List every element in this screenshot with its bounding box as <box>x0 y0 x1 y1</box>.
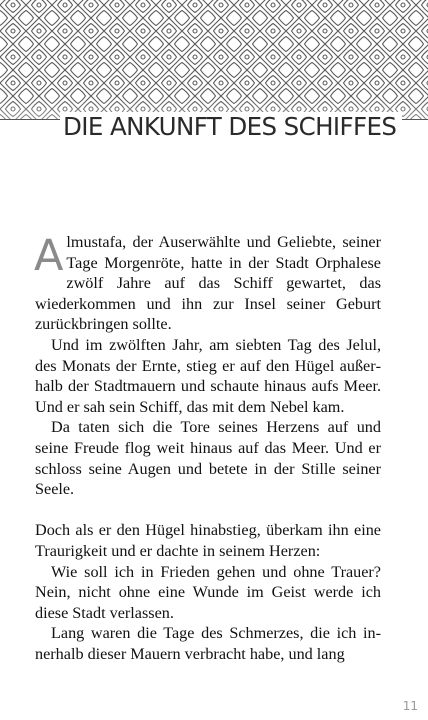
paragraph-1-text: lmustafa, der Auserwählte und Geliebte, seiner Tage Morgenröte, hatte in der Stadt Orphalese zwölf Jahre auf das Schiff gewartet, das wiederkommen und ihn zur Insel seiner Geburt zurückbringen sollte. <box>35 233 381 334</box>
paragraph-1 <box>35 232 381 335</box>
chapter-title: DIE ANKUNFT DES SCHIFFES <box>60 112 402 142</box>
paragraph-3: Da taten sich die Tore seines Herzens auf und seine Freude flog weit hinaus auf das Meer. Und er schloss seine Augen und betete in der Stille seiner Seele. <box>35 418 381 499</box>
drop-cap: A <box>34 231 64 281</box>
paragraph-5: Wie soll ich in Frieden gehen und ohne Trauer? Nein, nicht ohne eine Wunde im Geist werde ich diese Stadt verlassen. <box>35 562 381 622</box>
paragraph-4: Doch als er den Hügel hinabstieg, überkam ihn eine Traurigkeit und er dachte in seinem Herzen: <box>35 521 381 560</box>
paragraph-6: Lang waren die Tage des Schmerzes, die ich innerhalb dieser Mauern verbracht habe, und lang <box>35 624 381 663</box>
body-text <box>35 232 381 664</box>
decorative-pattern-band <box>0 0 428 120</box>
paragraph-2: Und im zwölften Jahr, am siebten Tag des Jelul, des Monats der Ernte, stieg er auf den Hügel außerhalb der Stadtmauern und schaute hinaus aufs Meer. Und er sah sein Schiff, das mit dem Nebel kam. <box>35 335 381 416</box>
page-number: 11 <box>402 699 418 713</box>
ornament-pattern <box>0 0 428 120</box>
